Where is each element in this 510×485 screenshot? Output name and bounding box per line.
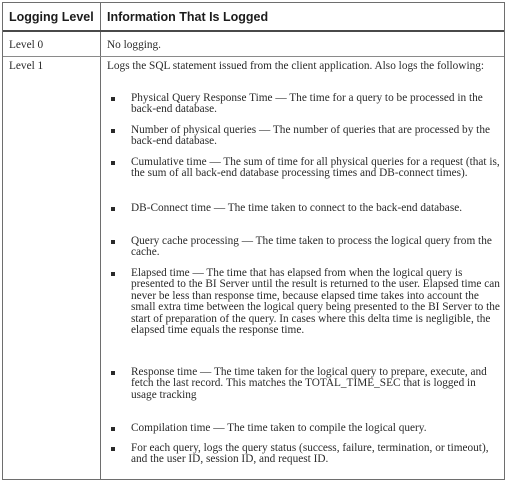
list-item: Query cache processing — The time taken to process the logical query from the cache. — [131, 235, 492, 259]
list-item: Response time — The time taken for the logical query to prepare, execute, and fetch the last record. This matches the TOTAL_TIME_SEC that is logged in usage tracking — [131, 366, 487, 401]
bullet-marker — [111, 371, 115, 375]
bullet-marker — [111, 161, 115, 165]
list-item: Compilation time — The time taken to compile the logical query. — [131, 422, 427, 434]
bullet-marker — [111, 272, 115, 276]
list-item: Number of physical queries — The number of queries that are processed by the back-end database. — [131, 124, 490, 148]
bullet-marker — [111, 207, 115, 211]
list-item: Physical Query Response Time — The time for a query to be processed in the back-end database. — [131, 92, 483, 116]
header-information-logged: Information That Is Logged — [107, 10, 269, 24]
row-separator — [3, 56, 504, 57]
bullet-marker — [111, 427, 115, 431]
bullet-marker — [111, 240, 115, 244]
level-0-info: No logging. — [107, 39, 161, 51]
bullet-marker — [111, 129, 115, 133]
logging-levels-table — [2, 2, 505, 480]
level-1-label: Level 1 — [9, 60, 44, 72]
table-header-row — [3, 3, 504, 32]
list-item: Elapsed time — The time that has elapsed from when the logical query is presented to the BI Server until the result is returned to the user. Elapsed time can never be less than response time, because elapsed time takes into account the small extra time between the logical query being presented to the BI Server to the start of preparation of the query. In cases where this delta time is negligible, the elapsed time equals the response time. — [131, 267, 500, 337]
level-1-intro: Logs the SQL statement issued from the client application. Also logs the following: — [107, 60, 485, 72]
list-item: For each query, logs the query status (success, failure, termination, or timeout), and the user ID, session ID, and request ID. — [131, 442, 489, 466]
bullet-marker — [111, 97, 115, 101]
level-0-label: Level 0 — [9, 39, 44, 51]
column-divider — [100, 3, 101, 479]
bullet-marker — [111, 447, 115, 451]
header-logging-level: Logging Level — [9, 10, 94, 24]
list-item: Cumulative time — The sum of time for all physical queries for a request (that is, the sum of all back-end database processing times and DB-connect times). — [131, 156, 500, 180]
list-item: DB-Connect time — The time taken to connect to the back-end database. — [131, 202, 463, 214]
